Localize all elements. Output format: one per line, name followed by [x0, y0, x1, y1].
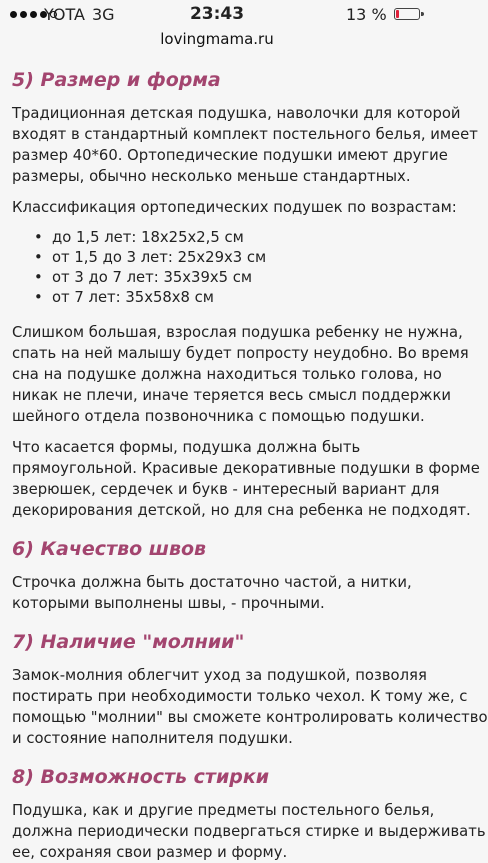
text-line: никак не плечи, иначе теряется весь смысл поддержки [12, 387, 452, 404]
paragraph [12, 572, 438, 614]
section-heading: 8) Возможность стирки [12, 766, 270, 788]
paragraph [12, 322, 469, 427]
address-bar[interactable]: lovingmama.ru [160, 30, 274, 48]
paragraph [12, 800, 486, 863]
text-line: ее, сохраняя свои размер и форму. [12, 844, 288, 861]
section-size-and-shape [12, 62, 480, 521]
text-line: спать на ней малышу будет попросту неудобно. Во время [12, 345, 469, 362]
text-line: Подушка, как и другие предметы постельного белья, [12, 802, 435, 819]
pillow-size-list [12, 228, 438, 308]
section-zipper [12, 624, 488, 749]
text-line: прямоугольной. Красивые декоративные подушки в форме [12, 460, 480, 477]
list-item: • от 3 до 7 лет: 35х39х5 см [34, 268, 438, 288]
text-line: должна периодически подвергаться стирке и выдерживать [12, 823, 486, 840]
text-line: помощью "молнии" вы сможете контролировать количество [12, 709, 488, 726]
list-item: • от 1,5 до 3 лет: 25х29х3 см [34, 248, 438, 268]
text-line: входят в стандартный комплект постельного белья, имеет [12, 126, 478, 143]
network-type: 3G [92, 5, 115, 24]
text-line: Что касается формы, подушка должна быть [12, 439, 361, 456]
text-line: Замок-молния облегчит уход за подушкой, позволяя [12, 667, 427, 684]
text-line: которыми выполнены швы, - прочными. [12, 595, 325, 612]
list-item: • от 7 лет: 35х58х8 см [34, 288, 438, 308]
section-seam-quality [12, 531, 438, 614]
text-line: Слишком большая, взрослая подушка ребенку не нужна, [12, 324, 463, 341]
text-line: и состояние наполнителя подушки. [12, 730, 293, 747]
text-line: размер 40*60. Ортопедические подушки имеют другие [12, 147, 448, 164]
text-line: сна на подушке должна находиться только голова, но [12, 366, 442, 383]
text-line: постирать при необходимости только чехол. К тому же, с [12, 688, 468, 705]
article-content [12, 62, 488, 863]
section-heading: 5) Размер и форма [12, 69, 221, 91]
battery-fill [396, 10, 399, 18]
section-washability [12, 759, 486, 863]
text-line: Классификация ортопедических подушек по возрастам: [12, 199, 457, 216]
text-line: шейного отдела позвоночника с помощью подушки. [12, 408, 425, 425]
list-item: • до 1,5 лет: 18х25х2,5 см [34, 228, 438, 248]
section-heading: 7) Наличие "молнии" [12, 631, 245, 653]
section-heading: 6) Качество швов [12, 538, 207, 560]
text-line: зверюшек, сердечек и букв - интересный вариант для [12, 481, 440, 498]
battery-icon [394, 8, 420, 20]
status-bar [0, 0, 434, 30]
paragraph [12, 665, 488, 749]
text-line: Строчка должна быть достаточно частой, а нитки, [12, 574, 412, 591]
paragraph [12, 103, 478, 187]
paragraph [12, 437, 480, 521]
paragraph [12, 197, 457, 218]
status-time: 23:43 [189, 4, 245, 24]
text-line: декорирования детской, но для сна ребенка не подходят. [12, 502, 471, 519]
battery-percent: 13 % [346, 5, 387, 24]
text-line: Традиционная детская подушка, наволочки для которой [12, 105, 461, 122]
text-line: размеры, обычно несколько меньше стандартных. [12, 168, 411, 185]
carrier-name: YOTA [44, 5, 85, 24]
